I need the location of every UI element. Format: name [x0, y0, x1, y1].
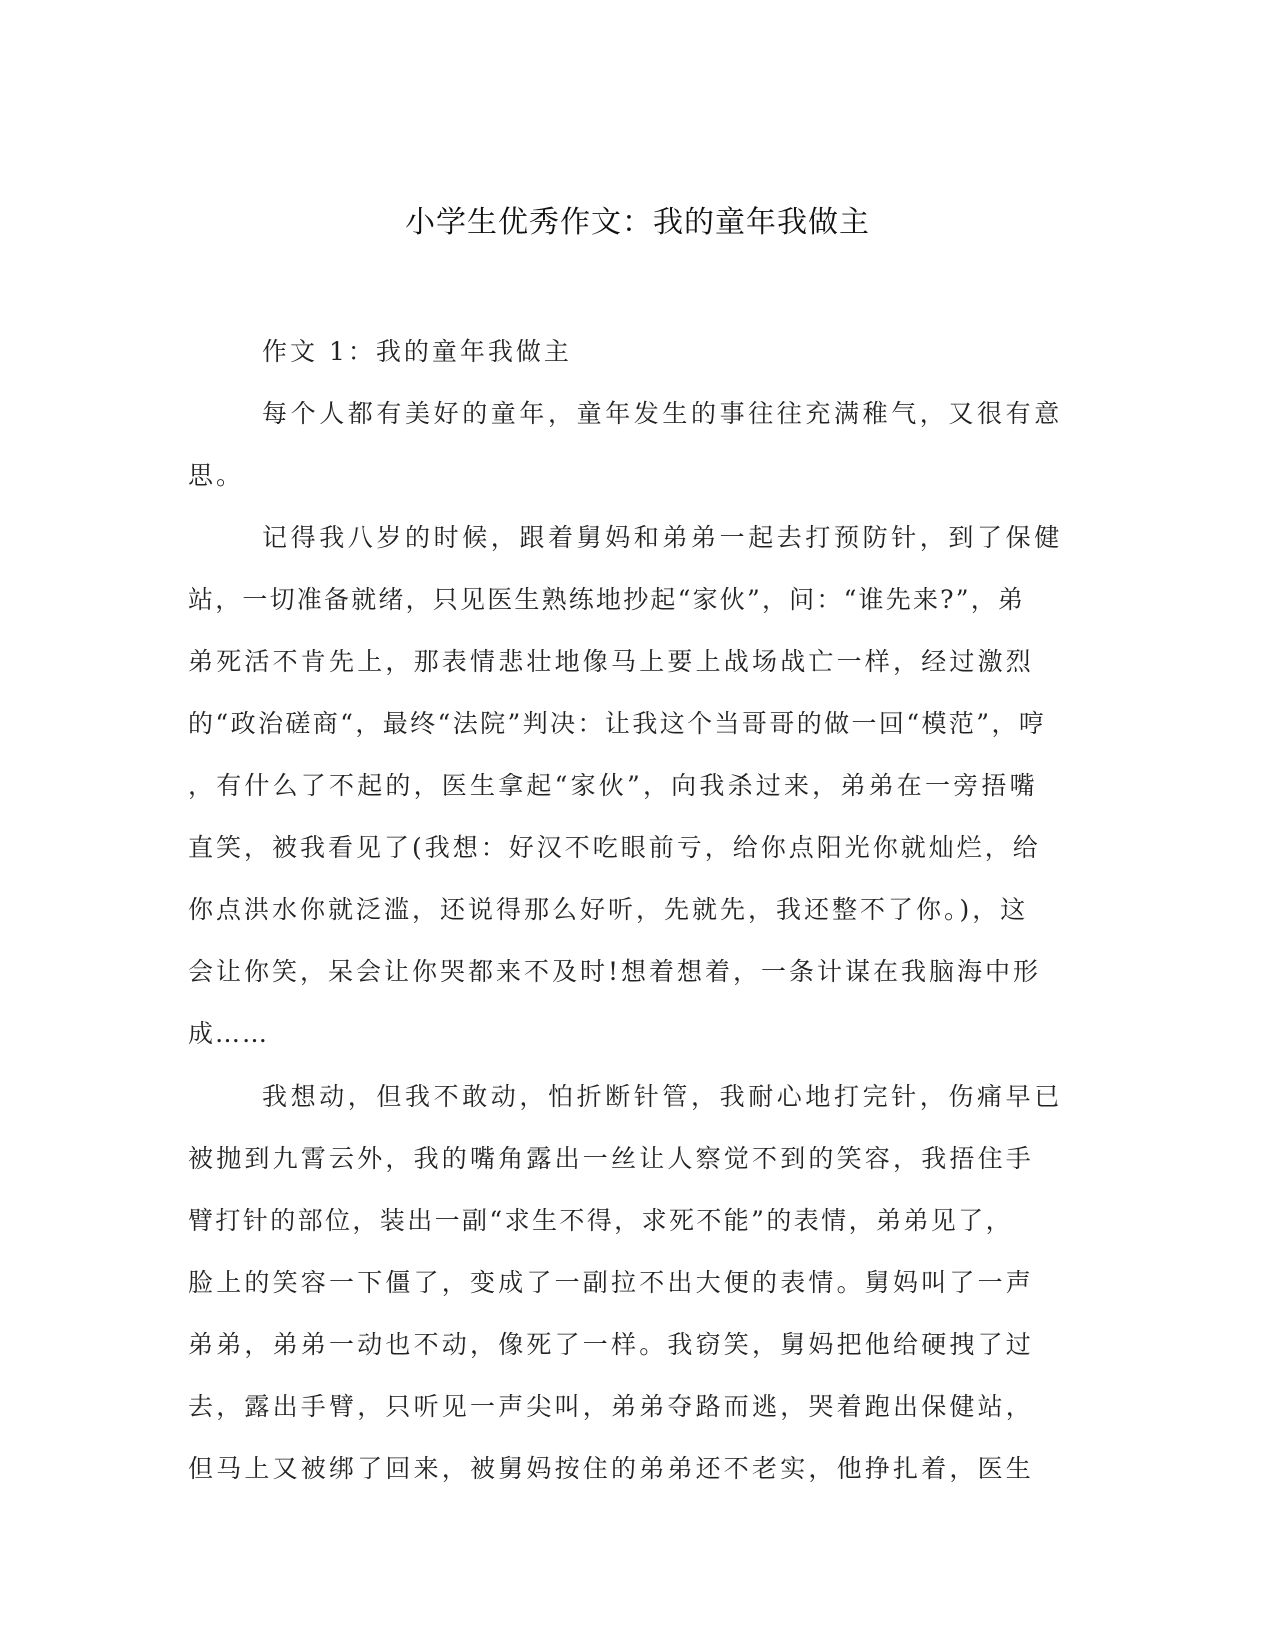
essay-subheading: 作文 1：我的童年我做主	[262, 337, 572, 366]
body-line: 直笑，被我看见了(我想：好汉不吃眼前亏，给你点阳光你就灿烂，给	[188, 833, 1041, 862]
body-line: 被抛到九霄云外，我的嘴角露出一丝让人察觉不到的笑容，我捂住手	[188, 1144, 1035, 1173]
body-line: 记得我八岁的时候，跟着舅妈和弟弟一起去打预防针，到了保健	[262, 523, 1063, 552]
document-title: 小学生优秀作文：我的童年我做主	[405, 205, 870, 240]
body-line: 站，一切准备就绪，只见医生熟练地抄起“家伙”，问：“谁先来?”，弟	[188, 585, 1026, 614]
body-line: 弟弟，弟弟一动也不动，像死了一样。我窃笑，舅妈把他给硬拽了过	[188, 1330, 1035, 1359]
body-line: 会让你笑，呆会让你哭都来不及时!想着想着，一条计谋在我脑海中形	[188, 957, 1042, 986]
body-line: 弟死活不肯先上，那表情悲壮地像马上要上战场战亡一样，经过激烈	[188, 647, 1035, 676]
body-line: 你点洪水你就泛滥，还说得那么好听，先就先，我还整不了你。)，这	[188, 895, 1029, 924]
body-line: 每个人都有美好的童年，童年发生的事往往充满稚气，又很有意	[262, 399, 1063, 428]
body-line: 我想动，但我不敢动，怕折断针管，我耐心地打完针，伤痛早已	[262, 1082, 1063, 1111]
body-line: ，有什么了不起的，医生拿起“家伙”，向我杀过来，弟弟在一旁捂嘴	[188, 771, 1038, 800]
body-line: 思。	[188, 461, 245, 490]
body-line: 臂打针的部位，装出一副“求生不得，求死不能”的表情，弟弟见了，	[188, 1206, 1013, 1235]
body-line: 去，露出手臂，只听见一声尖叫，弟弟夺路而逃，哭着跑出保健站，	[188, 1392, 1035, 1421]
body-line: 的“政治磋商“，最终“法院”判决：让我这个当哥哥的做一回“模范”，哼	[188, 709, 1047, 738]
body-line: 但马上又被绑了回来，被舅妈按住的弟弟还不老实，他挣扎着，医生	[188, 1454, 1035, 1483]
body-line: 脸上的笑容一下僵了，变成了一副拉不出大便的表情。舅妈叫了一声	[188, 1268, 1035, 1297]
body-line: 成……	[188, 1019, 270, 1048]
